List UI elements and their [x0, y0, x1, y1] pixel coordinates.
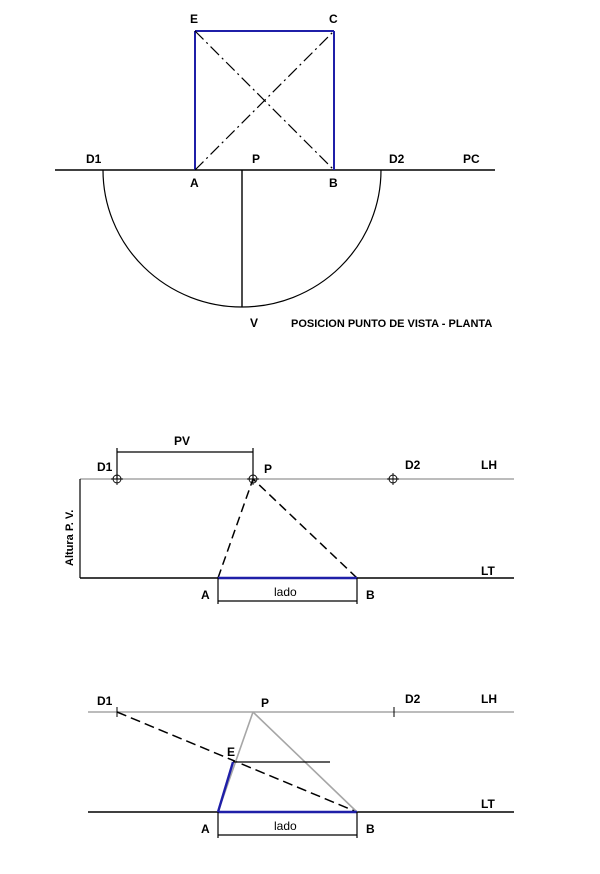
- label-lh: LH: [481, 692, 497, 706]
- height-label: Altura P. V.: [64, 509, 76, 566]
- marker-d1: [111, 473, 123, 485]
- label-b: B: [329, 176, 338, 190]
- perspective-view: [88, 692, 514, 838]
- label-p: P: [264, 462, 273, 476]
- label-d2: D2: [389, 152, 405, 166]
- elevation-view: [64, 434, 514, 604]
- plan-view: [55, 12, 495, 330]
- label-lt: LT: [481, 797, 495, 811]
- vanishing-line-a: [218, 479, 253, 578]
- label-pv: PV: [174, 434, 191, 448]
- label-pc: PC: [463, 152, 480, 166]
- marker-d2: [387, 473, 399, 485]
- label-a: A: [201, 822, 210, 836]
- side-label: lado: [274, 585, 297, 599]
- side-label: lado: [274, 819, 297, 833]
- vanishing-line-b: [253, 479, 357, 578]
- plan-caption: POSICION PUNTO DE VISTA - PLANTA: [291, 318, 493, 330]
- label-b: B: [366, 822, 375, 836]
- label-d1: D1: [97, 694, 113, 708]
- label-d2: D2: [405, 692, 421, 706]
- label-c: C: [329, 12, 338, 26]
- label-lh: LH: [481, 458, 497, 472]
- label-b: B: [366, 588, 375, 602]
- side-ae: [218, 762, 233, 812]
- label-d2: D2: [405, 458, 421, 472]
- label-d1: D1: [86, 152, 102, 166]
- label-d1: D1: [97, 460, 113, 474]
- label-p: P: [261, 696, 270, 710]
- label-a: A: [201, 588, 210, 602]
- label-a: A: [190, 176, 199, 190]
- label-e: E: [227, 745, 236, 759]
- label-v: V: [250, 316, 259, 330]
- label-lt: LT: [481, 564, 495, 578]
- label-e: E: [190, 12, 199, 26]
- label-p: P: [252, 152, 261, 166]
